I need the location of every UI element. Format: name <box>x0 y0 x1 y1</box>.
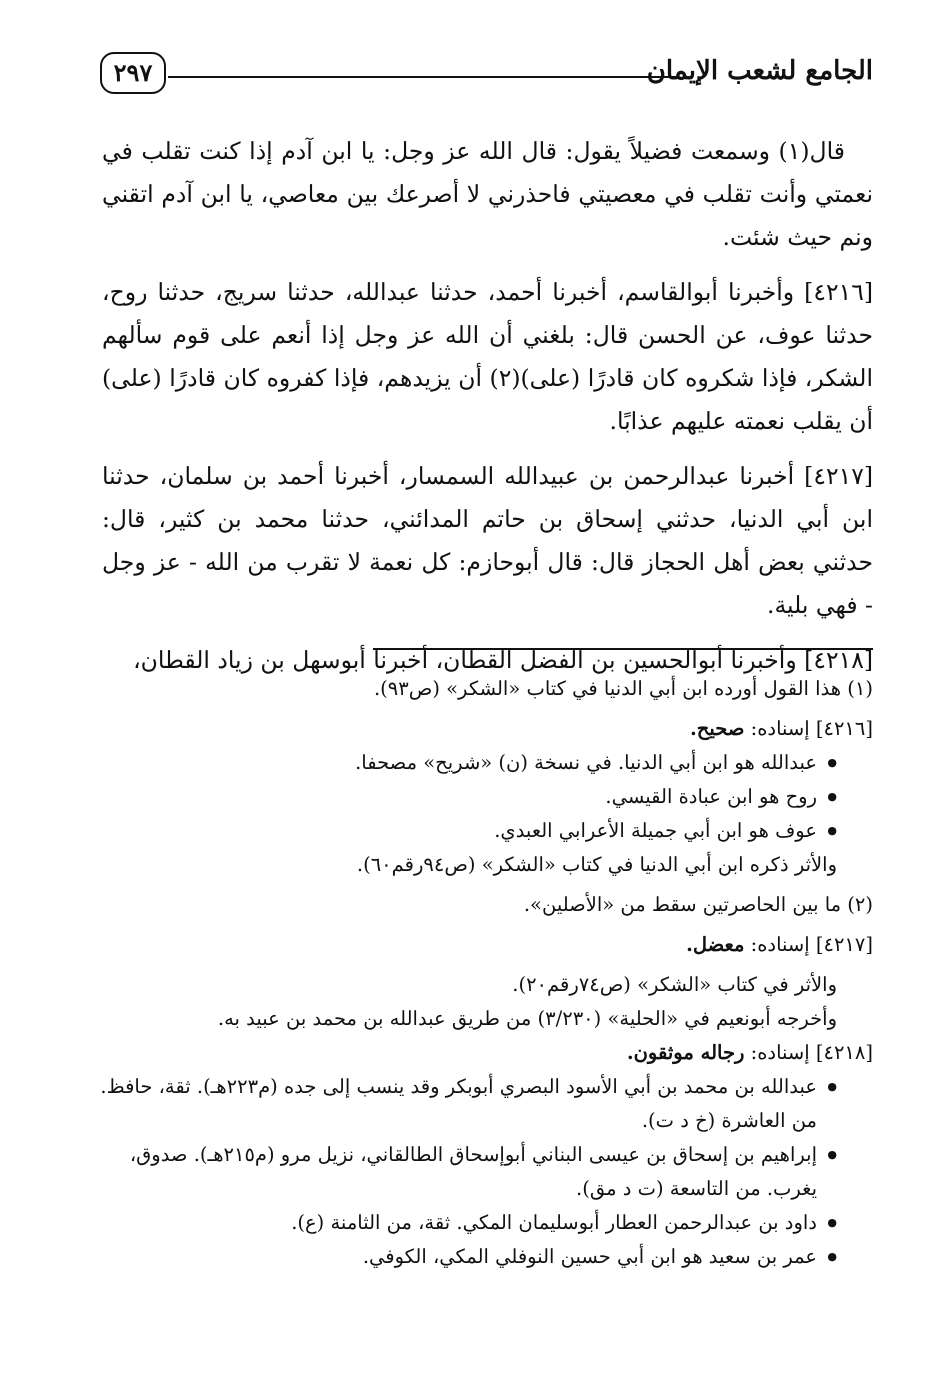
page-header <box>100 52 873 98</box>
footnote-4218-bullet-4: ● عمر بن سعيد هو ابن أبي حسين النوفلي المكي، الكوفي. <box>100 1240 873 1274</box>
footnote-4216-athar: والأثر ذكره ابن أبي الدنيا في كتاب «الشكر» (ص٩٤رقم٦٠). <box>356 853 837 876</box>
isnad-label: [٤٢١٧] إسناده: <box>750 933 873 956</box>
header-rule <box>168 76 677 78</box>
footnote-1: (١) هذا القول أورده ابن أبي الدنيا في كتاب «الشكر» (ص٩٣). <box>373 677 873 700</box>
footnote-4216-bullet-1: ● عبدالله هو ابن أبي الدنيا. في نسخة (ن) «شريح» مصحفا. <box>100 746 873 780</box>
footnote-4217-heading <box>100 928 873 962</box>
footnote-4218-bullet-3: ● داود بن عبدالرحمن العطار أبوسليمان المكي. ثقة، من الثامنة (ع). <box>100 1206 873 1240</box>
footnote-4216-bullet-3: ● عوف هو ابن أبي جميلة الأعرابي العبدي. <box>100 814 873 848</box>
footnote-4216-heading <box>100 712 873 746</box>
isnad-verdict: صحيح. <box>690 717 745 740</box>
paragraph-4216: [٤٢١٦] وأخبرنا أبوالقاسم، أخبرنا أحمد، حدثنا عبدالله، حدثنا سريج، حدثنا روح، حدثنا عوف، عن الحسن قال: بلغني أن الله عز وجل إذا أنعم على قوم سألهم الشكر، فإذا شكروه كان قادرًا (على)(٢) أن يزيدهم، فإذا كفروه كان قادرًا (على) أن يقلب نعمته عليهم عذابًا. <box>102 278 873 435</box>
isnad-label: [٤٢١٨] إسناده: <box>750 1041 873 1064</box>
paragraph-4218: [٤٢١٨] وأخبرنا أبوالحسين بن الفضل القطان، أخبرنا أبوسهل بن زياد القطان، <box>133 646 873 674</box>
main-text <box>102 130 873 694</box>
footnote-separator <box>373 648 873 650</box>
footnotes <box>100 672 873 1274</box>
footnote-4218-heading <box>100 1036 873 1070</box>
isnad-verdict: رجاله موثقون. <box>626 1041 745 1064</box>
footnote-4218-bullet-2: ● إبراهيم بن إسحاق بن عيسى البناني أبوإسحاق الطالقاني، نزيل مرو (م٢١٥هـ). صدوق، يغرب. من التاسعة (ت د مق). <box>100 1138 873 1206</box>
paragraph-qawl: قال(١) وسمعت فضيلاً يقول: قال الله عز وجل: يا ابن آدم إذا كنت تقلب في نعمتي وأنت تقلب في معصيتي فاحذرني لا أصرعك بين معاصي، يا ابن آدم اتقني ونم حيث شئت. <box>102 137 873 251</box>
footnote-2: (٢) ما بين الحاصرتين سقط من «الأصلين». <box>523 893 873 916</box>
running-title: الجامع لشعب الإيمان <box>646 56 873 86</box>
footnote-4217-athar-2: وأخرجه أبونعيم في «الحلية» (٣/٢٣٠) من طريق عبدالله بن محمد بن عبيد به. <box>217 1007 837 1030</box>
isnad-label: [٤٢١٦] إسناده: <box>750 717 873 740</box>
footnote-4216-bullet-2: ● روح هو ابن عبادة القيسي. <box>100 780 873 814</box>
footnote-4217-athar-1: والأثر في كتاب «الشكر» (ص٧٤رقم٢٠). <box>512 973 837 996</box>
page-number: ٢٩٧ <box>100 52 166 94</box>
isnad-verdict: معضل. <box>686 933 745 956</box>
paragraph-4217: [٤٢١٧] أخبرنا عبدالرحمن بن عبيدالله السمسار، أخبرنا أحمد بن سلمان، حدثنا ابن أبي الدنيا، حدثني إسحاق بن حاتم المدائني، حدثنا محمد بن كثير، قال: حدثني بعض أهل الحجاز قال: قال أبوحازم: كل نعمة لا تقرب من الله - عز وجل - فهي بلية. <box>102 462 873 619</box>
footnote-4218-bullet-1: ● عبدالله بن محمد بن أبي الأسود البصري أبوبكر وقد ينسب إلى جده (م٢٢٣هـ). ثقة، حافظ. من العاشرة (خ د ت). <box>100 1070 873 1138</box>
